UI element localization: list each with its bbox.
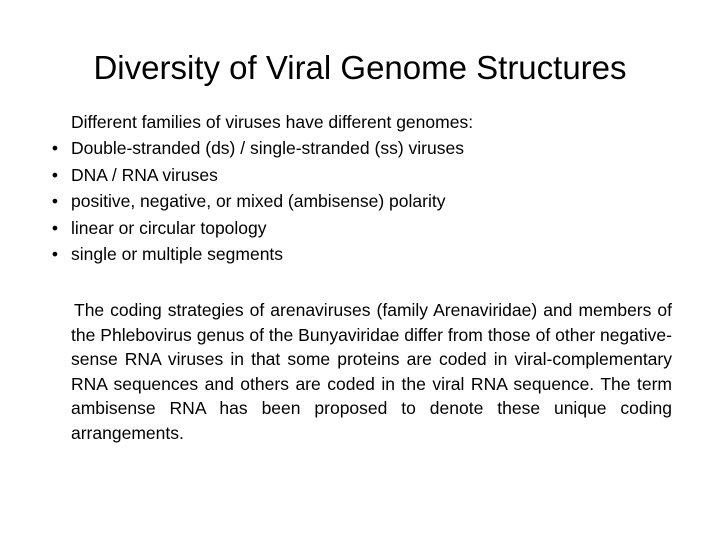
bullet-text: DNA / RNA viruses [71, 164, 218, 185]
bullet-marker: • [51, 217, 59, 238]
bullet-text: positive, negative, or mixed (ambisense) polarity [71, 191, 446, 211]
bullet-text: single or multiple segments [71, 244, 284, 264]
intro-text: Different families of viruses have different genomes: [71, 112, 474, 132]
bullet-marker: • [51, 244, 59, 264]
bullet-marker: • [51, 191, 59, 211]
bullet-text: Double-stranded (ds) / single-stranded (ss) viruses [71, 138, 464, 158]
bullet-marker: • [51, 164, 59, 185]
slide-title: Diversity of Viral Genome Structures [93, 49, 627, 86]
body-paragraph: The coding strategies of arenaviruses (family Arenaviridae) and members of the Phlebovirus genus of the Bunyaviridae differ from those of other negative-sense RNA viruses in that some proteins are coded in viral-complementary RNA sequences and others are coded in the viral RNA sequence. The term ambisense RNA has been proposed to denote these unique coding arrangements. [71, 300, 672, 443]
bullet-text: linear or circular topology [71, 217, 267, 238]
bullet-marker: • [51, 138, 59, 158]
